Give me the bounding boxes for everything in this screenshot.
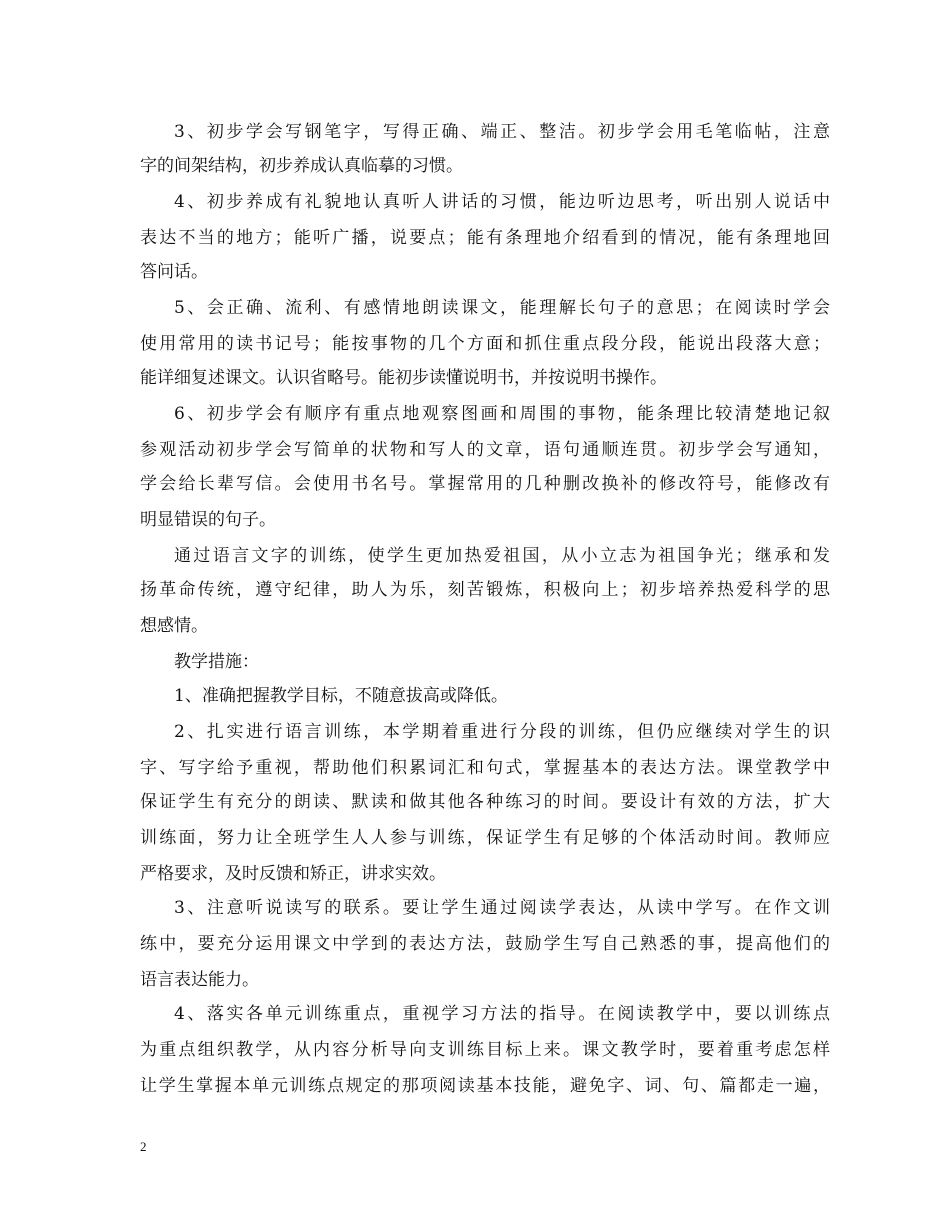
text-line: 5、会正确、流利、有感情地朗读课文，能理解长句子的意思；在阅读时学会: [174, 298, 830, 318]
text-line: 6、初步学会有顺序有重点地观察图画和周围的事物，能条理比较清楚地记叙: [174, 404, 830, 424]
text-line: 3、初步学会写钢笔字，写得正确、端正、整洁。初步学会用毛笔临帖，注意: [174, 122, 830, 142]
section-heading: 教学措施：: [174, 652, 259, 672]
text-line: 字、写字给予重视，帮助他们积累词汇和句式，掌握基本的表达方法。课堂教学中: [140, 758, 830, 778]
text-line: 明显错误的句子。: [140, 510, 276, 530]
text-line: 为重点组织教学，从内容分析导向支训练目标上来。课文教学时，要着重考虑怎样: [140, 1040, 830, 1060]
text-line: 表达不当的地方；能听广播，说要点；能有条理地介绍看到的情况，能有条理地回: [140, 228, 830, 248]
page-number: 2: [140, 1139, 147, 1154]
text-line: 3、注意听说读写的联系。要让学生通过阅读学表达，从读中学写。在作文训: [174, 898, 830, 918]
text-line: 扬革命传统，遵守纪律，助人为乐，刻苦锻炼，积极向上；初步培养热爱科学的思: [140, 580, 830, 600]
text-line: 使用常用的读书记号；能按事物的几个方面和抓住重点段分段，能说出段落大意；: [140, 334, 830, 354]
text-line: 答问话。: [140, 262, 208, 282]
text-line: 学会给长辈写信。会使用书名号。掌握常用的几种删改换补的修改符号，能修改有: [140, 474, 830, 494]
text-line: 字的间架结构，初步养成认真临摹的习惯。: [140, 156, 463, 176]
text-line: 通过语言文字的训练，使学生更加热爱祖国，从小立志为祖国争光；继承和发: [174, 546, 830, 566]
text-line: 保证学生有充分的朗读、默读和做其他各种练习的时间。要设计有效的方法，扩大: [140, 792, 830, 812]
text-line: 让学生掌握本单元训练点规定的那项阅读基本技能，避免字、词、句、篇都走一遍，: [140, 1076, 830, 1096]
text-line: 能详细复述课文。认识省略号。能初步读懂说明书，并按说明书操作。: [140, 368, 667, 388]
text-line: 练中，要充分运用课文中学到的表达方法，鼓励学生写自己熟悉的事，提高他们的: [140, 934, 830, 954]
text-line: 想感情。: [140, 616, 208, 636]
text-line: 4、初步养成有礼貌地认真听人讲话的习惯，能边听边思考，听出别人说话中: [174, 192, 830, 212]
text-line: 训练面，努力让全班学生人人参与训练，保证学生有足够的个体活动时间。教师应: [140, 828, 830, 848]
text-line: 参观活动初步学会写简单的状物和写人的文章，语句通顺连贯。初步学会写通知，: [140, 440, 830, 460]
text-line: 严格要求，及时反馈和矫正，讲求实效。: [140, 864, 446, 884]
text-line: 2、扎实进行语言训练，本学期着重进行分段的训练，但仍应继续对学生的识: [174, 722, 830, 742]
text-line: 4、落实各单元训练重点，重视学习方法的指导。在阅读教学中，要以训练点: [174, 1004, 830, 1024]
text-line: 语言表达能力。: [140, 970, 259, 990]
text-line: 1、准确把握教学目标，不随意拔高或降低。: [174, 686, 508, 706]
